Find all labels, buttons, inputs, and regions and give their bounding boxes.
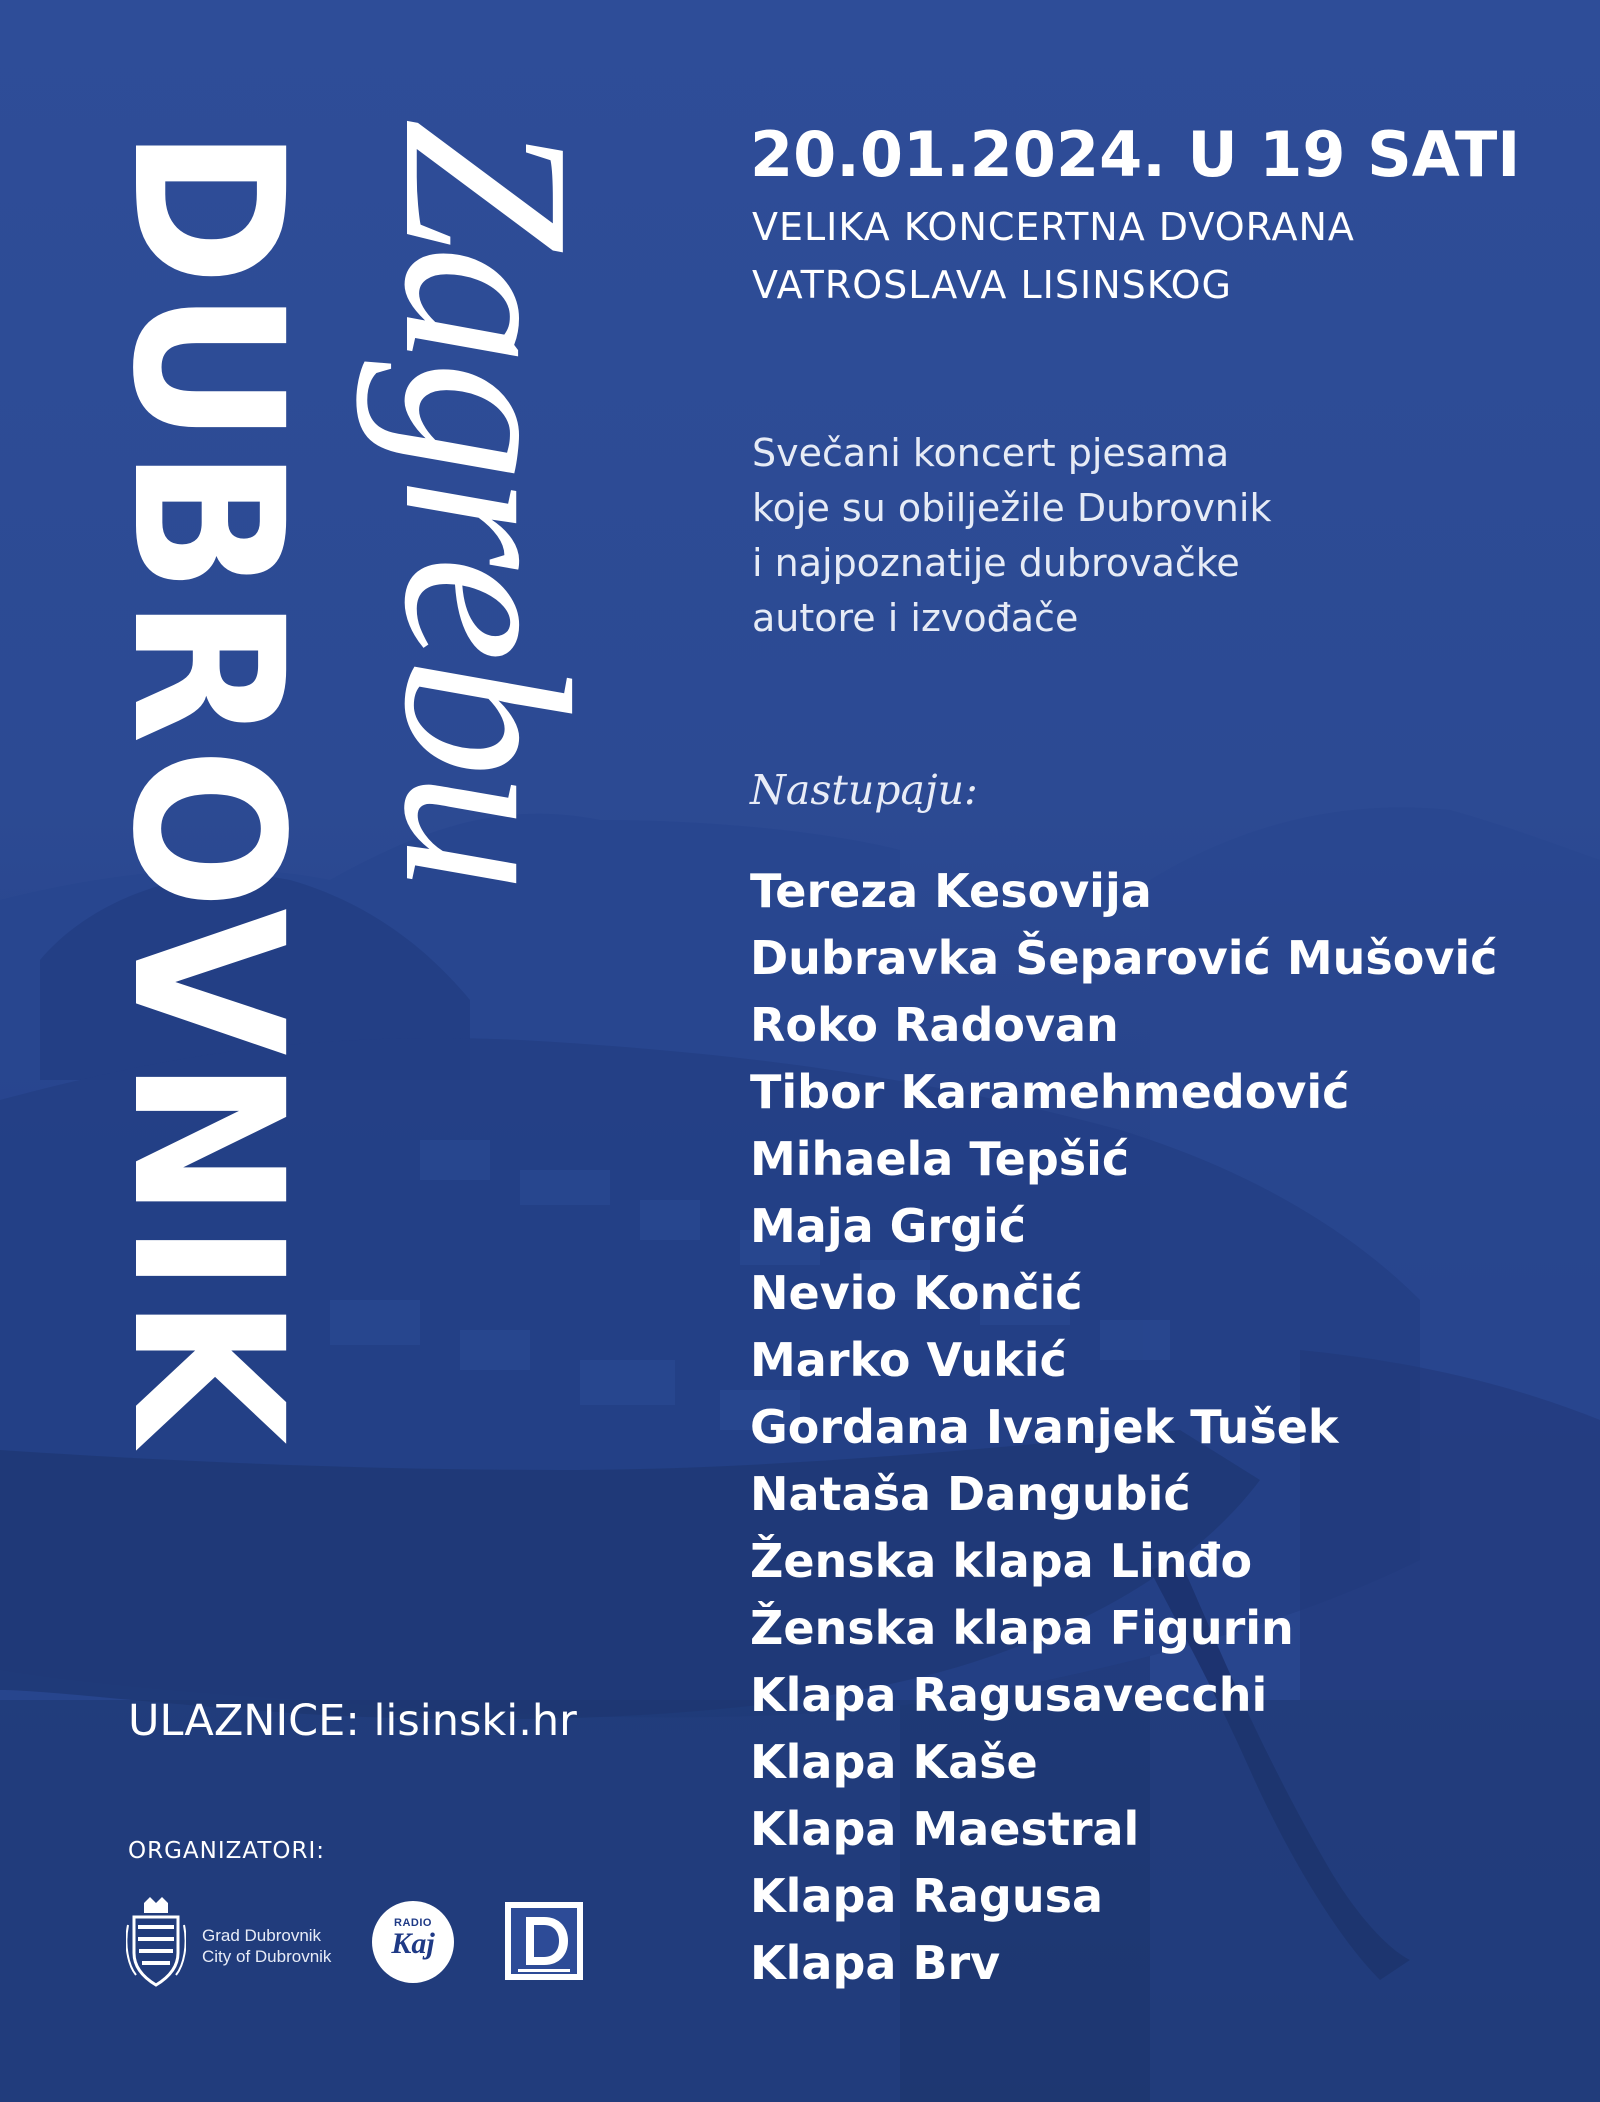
performer-name: Roko Radovan [750,998,1119,1052]
event-description [752,426,1271,646]
description-line: autore i izvođače [752,596,1079,640]
performer-name: Klapa Kaše [750,1735,1038,1789]
venue-line: VELIKA KONCERTNA DVORANA [752,205,1355,249]
organizer-logos [126,1895,596,1985]
logo-text-line: City of Dubrovnik [202,1947,332,1966]
performer-name: Klapa Maestral [750,1802,1140,1856]
performer-name: Ženska klapa Linđo [750,1534,1253,1588]
title-dubrovnik: DUBROVNIK [87,128,327,1449]
event-venue [752,198,1355,314]
description-line: koje su obilježile Dubrovnik [752,486,1272,530]
venue-line: VATROSLAVA LISINSKOG [752,263,1232,307]
radio-kaj-logo [372,1901,454,1983]
performer-name: Maja Grgić [750,1199,1027,1253]
tickets-info: ULAZNICE: lisinski.hr [128,1696,577,1746]
description-line: Svečani koncert pjesama [752,431,1230,475]
performer-name: Nevio Končić [750,1266,1083,1320]
radio-kaj-name: Kaj [391,1927,435,1960]
performers-heading: Nastupaju: [750,766,978,814]
title-zagrebu: Zagrebu [355,118,618,888]
event-date-time: 20.01.2024. U 19 SATI [750,118,1521,191]
performer-name: Tibor Karamehmedović [750,1065,1350,1119]
dubrovnik-festival-d-logo-icon [504,1901,584,1981]
performers-list [750,858,1497,1997]
performer-name: Dubravka Šeparović Mušović [750,931,1498,985]
performer-name: Mihaela Tepšić [750,1132,1130,1186]
performer-name: Klapa Brv [750,1936,1001,1990]
performer-name: Marko Vukić [750,1333,1067,1387]
city-of-dubrovnik-logo-text [202,1925,331,1967]
performer-name: Gordana Ivanjek Tušek [750,1400,1339,1454]
performer-name: Ženska klapa Figurin [750,1601,1294,1655]
performer-name: Tereza Kesovija [750,864,1152,918]
performer-name: Klapa Ragusavecchi [750,1668,1268,1722]
city-of-dubrovnik-crest-icon [126,1895,186,1987]
performer-name: Nataša Dangubić [750,1467,1191,1521]
radio-kaj-radio-word: RADIO [394,1917,432,1929]
description-line: i najpoznatije dubrovačke [752,541,1240,585]
logo-text-line: Grad Dubrovnik [202,1926,322,1945]
performer-name: Klapa Ragusa [750,1869,1103,1923]
organizers-label: ORGANIZATORI: [128,1838,325,1864]
